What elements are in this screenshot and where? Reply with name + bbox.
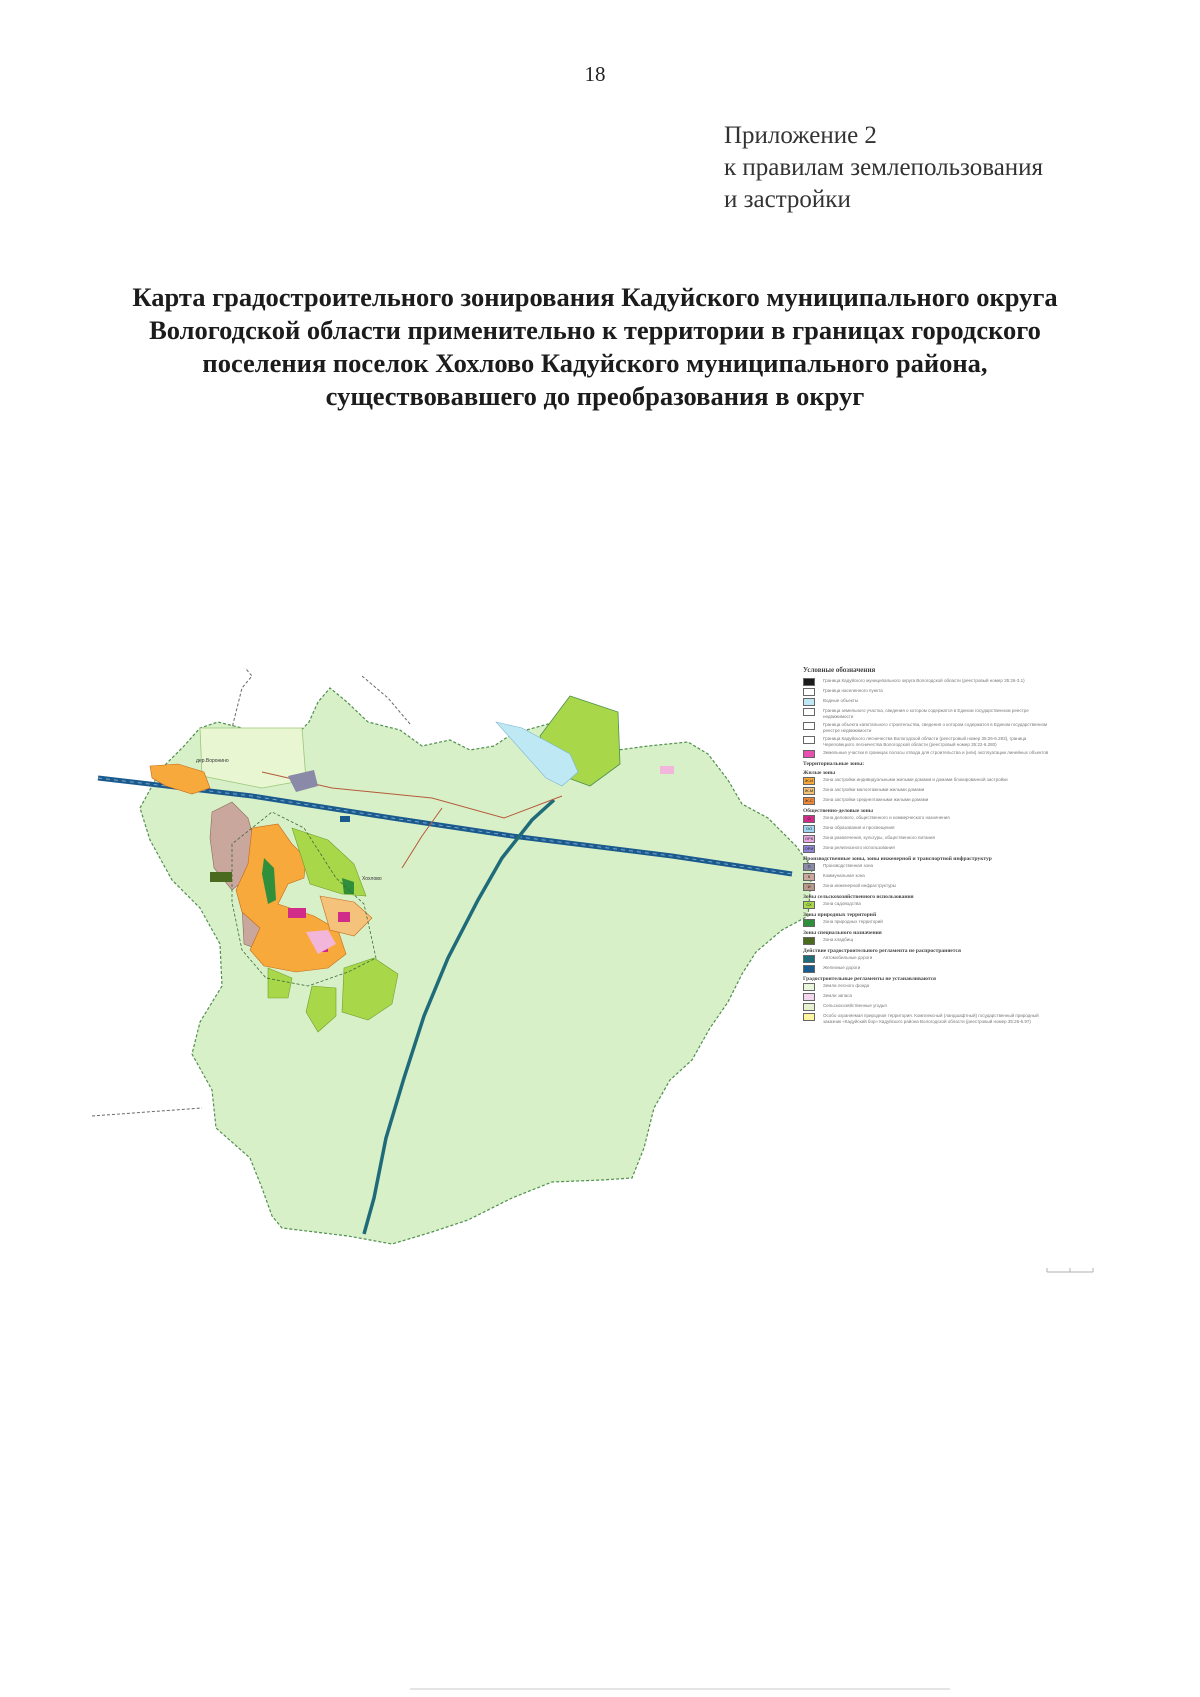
legend-item (803, 835, 1053, 843)
legend-label: Зона застройки индивидуальными жилыми домами и домами блокированной застройки (823, 777, 1008, 782)
legend-label: Железные дороги (823, 965, 861, 970)
legend-swatch: Ж-М (804, 788, 814, 793)
legend-item (803, 698, 1053, 706)
legend-label: Сельскохозяйственные угодья (823, 1003, 887, 1008)
legend-label: Зона застройки малоэтажными жилыми домами (823, 787, 925, 792)
legend-item (803, 1013, 1053, 1025)
legend-label: Зона застройки среднеэтажными жилыми домами (823, 797, 929, 802)
legend-item (803, 965, 1053, 973)
legend-section-heading: Зоны природных территорий (803, 912, 877, 918)
legend-label: Земельные участки в границах полосы отвода для строительства и (или) эксплуатации линейных объектов (823, 750, 1049, 755)
appendix-line-1: Приложение 2 (724, 122, 877, 149)
legend-item (803, 678, 1053, 686)
legend-label: Зона образования и просвещения (823, 825, 895, 830)
legend-swatch (803, 965, 815, 973)
title-line-1: Карта градостроительного зонирования Кадуйского муниципального округа (132, 282, 1058, 312)
legend-item (803, 845, 1053, 853)
map-legend (803, 666, 1053, 1027)
legend-swatch: Ж-И (803, 777, 815, 785)
legend-item (803, 815, 1053, 823)
legend-item (803, 787, 1053, 795)
legend-swatch: СХ (803, 901, 815, 909)
legend-item (803, 797, 1053, 805)
legend-label: Граница Кадуйского муниципального округа Вологодской области (реестровый номер 35:26-3.1) (823, 678, 1025, 683)
legend-item (803, 955, 1053, 963)
legend-label: Граница объекта капитального строительства, сведения о котором содержатся в Едином государственном реестре недвижимости (823, 722, 1048, 733)
legend-swatch (803, 1003, 815, 1011)
legend-item (803, 993, 1053, 1001)
legend-swatch: ОРИ (804, 846, 814, 851)
legend-label: Земли лесного фонда (823, 983, 870, 988)
legend-label: Зона садоводства (823, 901, 861, 906)
legend-section-heading: Жилые зоны (803, 770, 836, 776)
legend-item (803, 750, 1053, 758)
title-line-2: Вологодской области применительно к территории в границах городского (149, 315, 1041, 345)
legend-swatch: ОО (803, 825, 815, 833)
legend-swatch (803, 955, 815, 963)
legend-swatch: ОРК (804, 836, 814, 841)
zoning-map (92, 668, 814, 1266)
legend-item (803, 777, 1053, 785)
village-label: дер.Воронино (196, 758, 229, 764)
legend-item (803, 722, 1053, 734)
legend-items (803, 678, 1053, 1025)
legend-section-heading: Общественно-деловые зоны (803, 808, 874, 814)
legend-swatch (803, 708, 815, 716)
legend-item (803, 736, 1053, 748)
legend-swatch (803, 722, 815, 730)
legend-item (803, 708, 1053, 720)
legend-swatch (803, 993, 815, 1001)
legend-swatch (803, 688, 815, 696)
legend-item (803, 883, 1053, 891)
page-number: 18 (584, 62, 606, 86)
legend-label: Особо охраняемая природная территория. Комплексный (ландшафтный) государственный природный заказник «Кадуйский бор» Кадуйского района Вологодской области (реестровый номер 35:26-6.97) (823, 1013, 1039, 1024)
legend-swatch: И (803, 883, 815, 891)
legend-label: Граница населенного пункта (823, 688, 883, 693)
public-zone (338, 912, 350, 922)
legend-section-heading: Действие градостроительного регламента не распространяется (803, 948, 961, 954)
legend-swatch (803, 1013, 815, 1021)
legend-section-heading: Зоны сельскохозяйственного использования (803, 894, 914, 900)
appendix-line-3: и застройки (724, 186, 851, 213)
legend-item (803, 688, 1053, 696)
legend-title: Условные обозначения (803, 666, 876, 674)
legend-swatch (803, 698, 815, 706)
cemetery (210, 872, 232, 882)
legend-swatch: К (803, 873, 815, 881)
legend-swatch (803, 736, 815, 744)
legend-label: Водные объекты (823, 698, 859, 703)
legend-label: Автомобильные дороги (823, 955, 873, 960)
appendix-line-2: к правилам землепользования (724, 154, 1044, 181)
legend-swatch (803, 983, 815, 991)
scan-edge-mark (410, 1688, 950, 1690)
legend-section-heading: Территориальные зоны: (803, 761, 865, 767)
legend-label: Зона делового, общественного и коммерческого назначения (823, 815, 950, 820)
legend-swatch: П (803, 863, 815, 871)
legend-section-heading: Зоны специального назначения (803, 930, 882, 936)
appendix-note (724, 120, 1043, 216)
legend-swatch (803, 919, 815, 927)
title-line-3: поселения поселок Хохлово Кадуйского муниципального района, (202, 348, 988, 378)
legend-label: Граница земельного участка, сведения о котором содержатся в Едином государственном реестре недвижимости (823, 708, 1029, 719)
legend-label: Зона природных территорий (823, 919, 883, 924)
legend-item (803, 983, 1053, 991)
legend-item (803, 825, 1053, 833)
legend-section-heading: Градостроительные регламенты не устанавливаются (803, 976, 937, 982)
legend-label: Зона кладбищ (823, 937, 854, 942)
outer-boundary-line (92, 1108, 202, 1116)
reserve-land (660, 766, 674, 774)
legend-label: Производственная зона (823, 863, 874, 868)
legend-item (803, 863, 1053, 871)
document-title (60, 281, 1130, 413)
legend-swatch: О (803, 815, 815, 823)
title-line-4: существовавшего до преобразования в округ (325, 381, 865, 411)
legend-label: Зона инженерной инфраструктуры (823, 883, 896, 888)
legend-swatch (803, 750, 815, 758)
legend-item (803, 901, 1053, 909)
legend-label: Коммунальная зона (823, 873, 865, 878)
outer-boundary-line (362, 676, 410, 724)
legend-swatch (803, 937, 815, 945)
legend-section-heading: Производственные зоны, зоны инженерной и транспортной инфраструктур (803, 856, 992, 862)
legend-item (803, 937, 1053, 945)
public-zone (288, 908, 306, 918)
legend-item (803, 1003, 1053, 1011)
village-label: Хохлово (362, 876, 382, 882)
production-zone (340, 816, 350, 822)
legend-label: Граница Кадуйского лесничества Вологодской области (реестровый номер 35:26-6.283), граница Череповецкого лесничества Вологодской области (реестровый номер 35:22-6.280) (823, 736, 1027, 747)
outer-boundary-line (232, 668, 260, 736)
legend-label: Зона развлечения, культуры, общественного питания (823, 835, 935, 840)
scale-bar (1045, 1262, 1095, 1276)
legend-item (803, 919, 1053, 927)
legend-label: Земли запаса (823, 993, 852, 998)
legend-swatch: Ж-С (803, 797, 815, 805)
legend-swatch (803, 678, 815, 686)
legend-item (803, 873, 1053, 881)
legend-label: Зона религиозного использования (823, 845, 895, 850)
